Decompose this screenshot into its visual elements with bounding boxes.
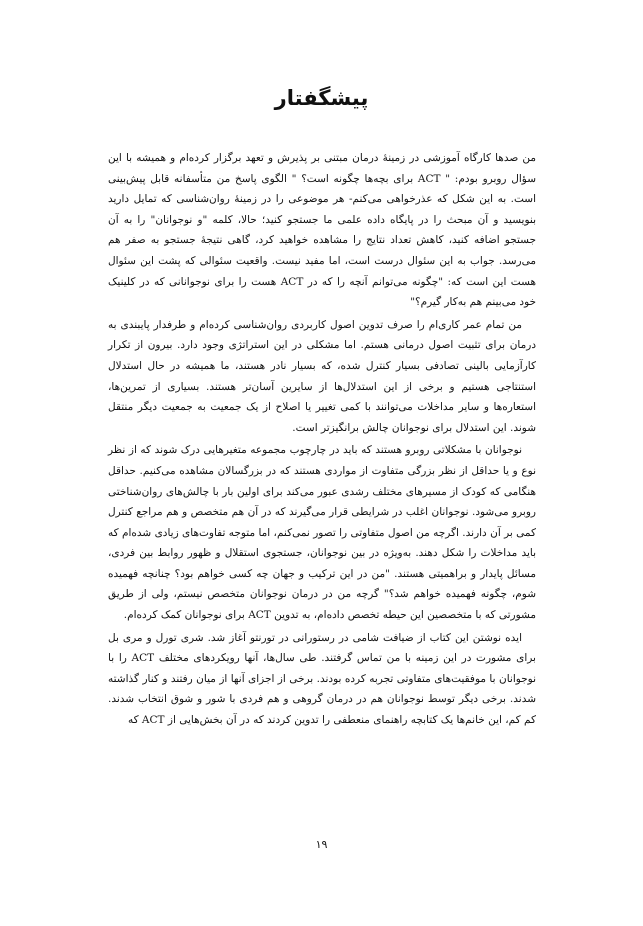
paragraph-3: نوجوانان با مشکلاتی روبرو هستند که باید در چارچوب مجموعه متغیرهایی درک شوند که از نظر نوع و یا حداقل از نظر بزرگی متفاوت از مواردی هستند که در بزرگسالان مشاهده می‌کنیم. حداقل هنگامی که کودک از مسیرهای مختلف رشدی عبور می‌کند برای اولین بار با چالش‌های روان‌شناختی روبرو می‌شود. نوجوانان اغلب در شرایطی قرار می‌گیرند که در آن هم متخصص و هم مراجع کنترل کمی بر آن دارند. اگرچه من اصول متفاوتی را تصور نمی‌کنم، اما متوجه تفاوت‌های زیادی شده‌ام که باید مداخلات را شکل دهند. به‌ویژه در بین نوجوانان، جستجوی استقلال و ظهور روابط بین فردی، مسائل پایدار و براهمیتی هستند. "من در این ترکیب و جهان چه کسی خواهم بود؟ چنانچه فهمیده شوم، چگونه فهمیده خواهم شد؟" گرچه من در درمان نوجوانان متخصص نیستم، ولی از طریق مشورتی که با متخصصین این حیطه تخصص داده‌ام، به تدوین ACT برای نوجوانان کمک کرده‌ام. [108,444,536,622]
body-text [108,148,536,733]
page-title: پیشگفتار [274,86,369,110]
paragraph-1: من صدها کارگاه آموزشی در زمینهٔ درمان مبتنی بر پذیرش و تعهد برگزار کرده‌ام و همیشه با این سؤال روبرو بودم: " ACT برای بچه‌ها چگونه است؟ " الگوی پاسخ من متأسفانه قابل پیش‌بینی است. به این شکل که عذرخواهی می‌کنم- هر موضوعی را در زمینهٔ روان‌شناسی که تمایل دارید بنویسید و آن مبحث را در پایگاه داده علمی ما جستجو کنید؛ حالا، کلمه "و نوجوانان" را به آن جستجو اضافه کنید، کاهش تعداد نتایج را مشاهده خواهید کرد، گاهی نتیجهٔ جستجو به صفر هم می‌رسد. جواب به این سئوال درست است، اما مفید نیست. واقعیت سئوالی که پشت این سئوال هست این است که: "چگونه می‌توانم آنچه را که در ACT هست را برای نوجوانانی که در کلینیک خود می‌بینم هم به‌کار گیرم؟" [108,152,536,309]
page-number: ۱۹ [315,838,328,851]
paragraph-4: ایده نوشتن این کتاب از ضیافت شامی در رستورانی در تورنتو آغاز شد. شری تورل و مری بل برای مشورت در این زمینه با من تماس گرفتند. طی سال‌ها، آنها رویکردهای مختلف ACT را با نوجوانان با موفقیت‌های متفاوتی تجربه کرده بودند. برخی از اجزای آنها از میان رفتند و کنار گذاشته شدند. برخی دیگر توسط نوجوانان هم در درمان گروهی و هم فردی با شور و شوق انتخاب شدند. کم کم، این خانم‌ها یک کتابچه راهنمای منعطفی را تدوین کردند که در آن بخش‌هایی از ACT که [108,631,536,727]
paragraph-2: من تمام عمر کاری‌ام را صرف تدوین اصول کاربردی روان‌شناسی کرده‌ام و طرفدار پایبندی به درمان برای تثبیت اصول درمانی هستم. اما مشکلی در این استراتژی وجود دارد. بیرون از تکرار کارآزمایی بالینی تصادفی بسیار کنترل شده، که بسیار نادر هستند، ما همیشه در حال استدلال استنتاجی هستیم و برخی از این استدلال‌ها از سایرین آسان‌تر هستند. بسیاری از تمرین‌ها، استعاره‌ها و سایر مداخلات می‌توانند با کمی تغییر یا اصلاح از یک جمعیت به جمعیت دیگر منتقل شوند. این استدلال برای نوجوانان چالش برانگیزتر است. [108,318,536,434]
